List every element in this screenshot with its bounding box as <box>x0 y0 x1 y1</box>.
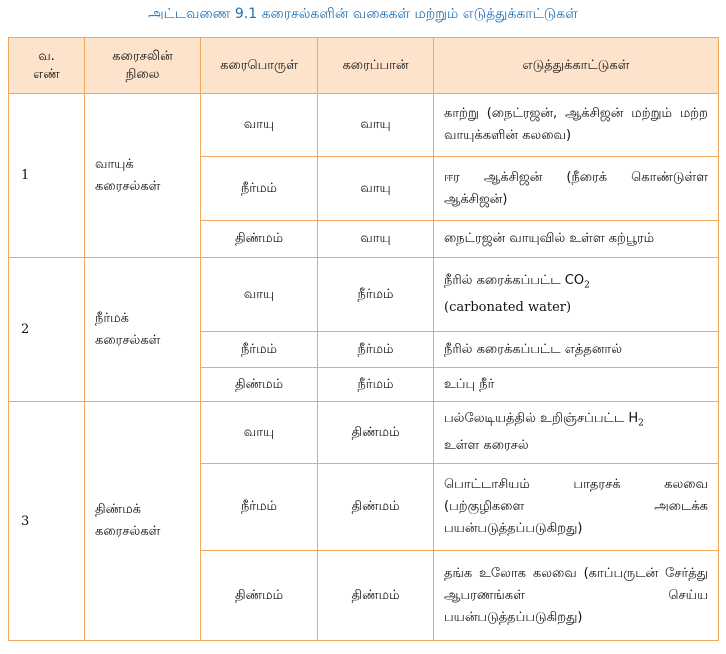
header-sno <box>9 38 85 94</box>
example-text: பல்லேடியத்தில் உறிஞ்சப்பட்ட H <box>444 411 639 427</box>
group-number: 3 <box>9 402 85 641</box>
group-state-line1: திண்மக் <box>95 502 141 517</box>
group-state-line1: வாயுக் <box>95 156 134 172</box>
header-solvent: கரைப்பான் <box>318 38 434 94</box>
header-sno-line1: வ. <box>38 48 55 64</box>
table-row <box>9 258 719 332</box>
table-caption: அட்டவணை 9.1 கரைசல்களின் வகைகள் மற்றும் எடுத்துக்காட்டுகள் <box>148 6 578 22</box>
solute-cell: நீர்மம் <box>201 464 318 551</box>
example-text: உள்ள கரைசல் <box>444 437 529 453</box>
table-row <box>9 94 719 157</box>
solute-cell: நீர்மம் <box>201 157 318 221</box>
group-state-line2: கரைசல்கள் <box>95 332 161 348</box>
solute-cell: திண்மம் <box>201 221 318 258</box>
solvent-cell: வாயு <box>318 94 434 157</box>
solute-cell: நீர்மம் <box>201 332 318 368</box>
example-text: நீரில் கரைக்கப்பட்ட CO <box>444 273 585 289</box>
example-cell: காற்று (நைட்ரஜன், ஆக்சிஜன் மற்றும் மற்ற வாயுக்களின் கலவை) <box>434 94 719 157</box>
subscript: 2 <box>638 418 644 429</box>
solution-types-table <box>8 37 719 641</box>
group-state-line2: கரைசல்கள் <box>95 524 161 539</box>
group-state <box>85 402 201 641</box>
header-state <box>85 38 201 94</box>
header-state-line1: கரைசலின் <box>112 48 173 64</box>
solute-cell: வாயு <box>201 258 318 332</box>
example-cell: ஈர ஆக்சிஜன் (நீரைக் கொண்டுள்ள ஆக்சிஜன்) <box>434 157 719 221</box>
example-cell: உப்பு நீர் <box>434 368 719 402</box>
solute-cell: வாயு <box>201 402 318 464</box>
group-number: 1 <box>9 94 85 258</box>
solvent-cell: திண்மம் <box>318 402 434 464</box>
subscript: 2 <box>584 280 590 291</box>
group-state <box>85 94 201 258</box>
solvent-cell: திண்மம் <box>318 551 434 641</box>
group-state <box>85 258 201 402</box>
solvent-cell: திண்மம் <box>318 464 434 551</box>
header-row <box>9 38 719 94</box>
solute-cell: திண்மம் <box>201 551 318 641</box>
solvent-cell: வாயு <box>318 221 434 258</box>
solvent-cell: நீர்மம் <box>318 258 434 332</box>
group-state-line2: கரைசல்கள் <box>95 178 161 194</box>
example-cell <box>434 258 719 332</box>
group-state-line1: நீர்மக் <box>95 310 129 326</box>
solvent-cell: நீர்மம் <box>318 332 434 368</box>
header-examples: எடுத்துக்காட்டுகள் <box>434 38 719 94</box>
group-number: 2 <box>9 258 85 402</box>
solute-cell: திண்மம் <box>201 368 318 402</box>
header-sno-line2: எண் <box>33 66 60 82</box>
header-state-line2: நிலை <box>125 66 160 82</box>
header-solute: கரைபொருள் <box>201 38 318 94</box>
solvent-cell: வாயு <box>318 157 434 221</box>
example-cell: தங்க உலோக கலவை (காப்பருடன் சேர்த்து ஆபரணங்கள் செய்ய பயன்படுத்தப்படுகிறது) <box>434 551 719 641</box>
example-cell: நைட்ரஜன் வாயுவில் உள்ள கற்பூரம் <box>434 221 719 258</box>
example-cell: நீரில் கரைக்கப்பட்ட எத்தனால் <box>434 332 719 368</box>
example-cell <box>434 402 719 464</box>
example-cell: பொட்டாசியம் பாதரசக் கலவை (பற்குழிகளை அடைக்க பயன்படுத்தப்படுகிறது) <box>434 464 719 551</box>
example-text: (carbonated water) <box>444 299 572 315</box>
solvent-cell: நீர்மம் <box>318 368 434 402</box>
table-row <box>9 402 719 464</box>
solute-cell: வாயு <box>201 94 318 157</box>
